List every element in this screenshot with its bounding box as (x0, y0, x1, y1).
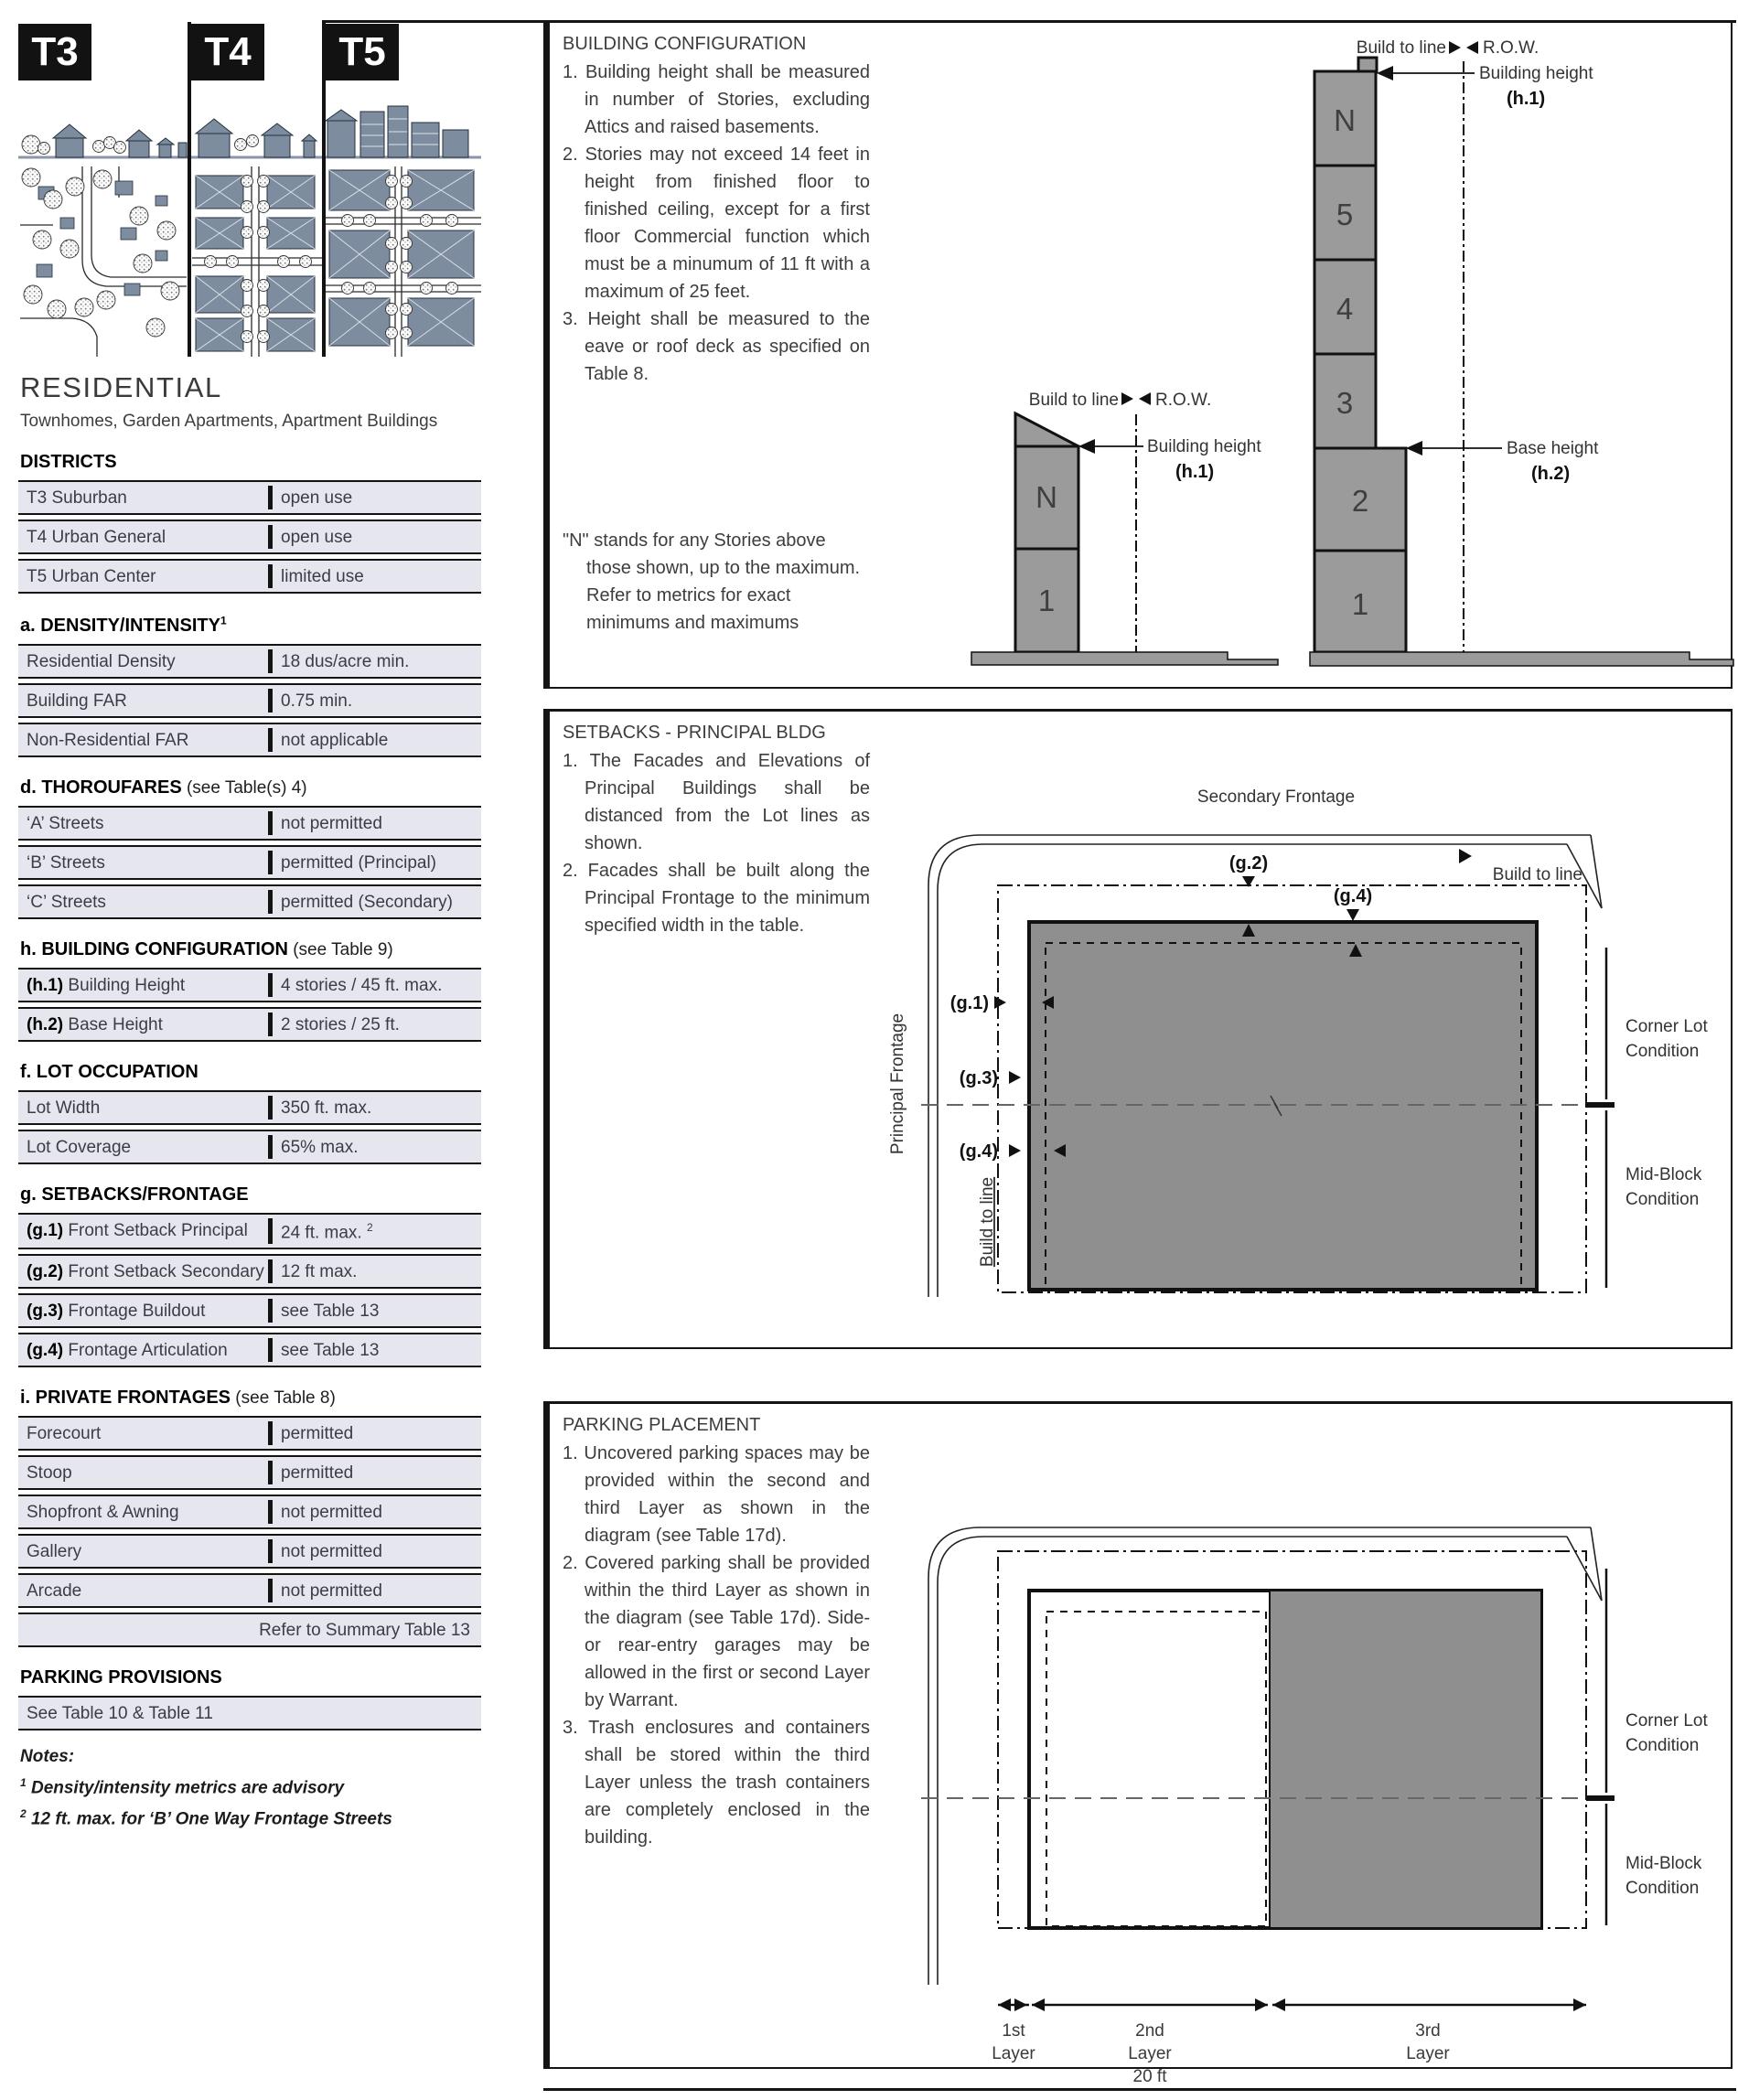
table-row (18, 845, 481, 880)
panel-text-setbacks (563, 723, 870, 939)
notes-title: Notes: (20, 1746, 75, 1766)
transect-label: T5 (338, 29, 386, 74)
layer2-label: 2nd (1135, 2021, 1164, 2041)
panel-setbacks-principal-bldg (543, 709, 1733, 1349)
panel-parking-placement (543, 1401, 1733, 2086)
layer1-label: Layer (992, 2044, 1035, 2063)
note-text: 12 ft. max. for ‘B’ One Way Frontage Streets (30, 1809, 392, 1829)
table-row (18, 1254, 481, 1289)
transect-label: T3 (31, 29, 79, 74)
g4-top-label: (g.4) (1333, 886, 1373, 906)
row-value: not permitted (281, 1541, 382, 1561)
corner-lot-label: Corner Lot (1625, 1711, 1708, 1730)
build-to-line-left-label: Build to line (978, 1176, 997, 1268)
secondary-frontage-label: Secondary Frontage (1196, 788, 1356, 807)
table-row (18, 1455, 481, 1490)
row-label: T5 Urban Center (27, 567, 156, 586)
transect-header-t4 (191, 24, 264, 80)
third-layer-parking-zone (1270, 1591, 1541, 1928)
panel-title: SETBACKS - PRINCIPAL BLDG (563, 723, 826, 743)
building-height-label: Building height (1479, 64, 1593, 83)
floor-label: N (1334, 103, 1356, 137)
table-row (18, 1130, 481, 1164)
mid-block-label: Condition (1625, 1879, 1700, 1898)
floor-label: 1 (1351, 587, 1369, 621)
height-arrowhead-icon (1078, 439, 1095, 454)
building-height-ref: (h.1) (1175, 462, 1215, 482)
build-to-line-label: Build to line (1356, 38, 1446, 58)
table-row (18, 559, 481, 594)
row-value: 0.75 min. (281, 691, 353, 711)
row-value: 24 ft. max. $^2$ (281, 1220, 373, 1242)
bottom-rule (543, 2088, 1736, 2091)
row-label: Forecourt (27, 1423, 102, 1443)
ground-strip (1310, 652, 1733, 666)
row-label: Gallery (27, 1541, 82, 1561)
build-to-line-label: Build to line (1492, 865, 1582, 884)
section-heading-parking-provisions: PARKING PROVISIONS (20, 1666, 222, 1688)
section-heading-thoroufares: d. THOROUFARES (see Table(s) 4) (20, 777, 307, 798)
row-arrow-icon (1139, 392, 1151, 405)
table-row (18, 968, 481, 1002)
parking-layers-diagram (866, 1404, 1735, 2086)
table-row (18, 520, 481, 554)
panel-list-item: 2. Stories may not exceed 14 feet in height from finished floor to finished ceiling, except for a first floor Commercial function which must be a minumum of 11 ft with a maximum of 25 feet. (563, 145, 870, 302)
tall-building (1314, 58, 1406, 652)
g1-arrow-icon (994, 996, 1006, 1009)
row-value: open use (281, 528, 353, 547)
note-superscript: 1 (20, 1775, 27, 1789)
row-label: (h.2) Base Height (27, 1014, 163, 1034)
section-heading-districts: DISTRICTS (20, 452, 117, 472)
row-value: see Table 13 (281, 1301, 380, 1321)
transect-label: T4 (204, 29, 252, 74)
row-value: limited use (281, 567, 364, 586)
table-row (18, 1293, 481, 1328)
row-value: not permitted (281, 1580, 382, 1601)
table-row (18, 1696, 481, 1730)
g3-label: (g.3) (959, 1068, 998, 1088)
height-arrowhead-icon (1377, 66, 1393, 80)
building-height-ref: (h.1) (1507, 89, 1546, 109)
setbacks-diagram (866, 712, 1735, 1348)
n-stories-note: "N" stands for any Stories above those shown, up to the maximum. Refer to metrics for exact minimums and maximums (563, 530, 861, 633)
roof-shape (1015, 413, 1078, 446)
table-row (18, 806, 481, 841)
row-value: see Table 13 (281, 1340, 380, 1360)
footer-text: Refer to Summary Table 13 (259, 1620, 470, 1640)
corner-lot-label: Corner Lot (1625, 1017, 1708, 1036)
row-label: T4 Urban General (27, 528, 166, 547)
row-label: ‘A’ Streets (27, 813, 104, 833)
row-label: Lot Width (27, 1098, 101, 1118)
build-to-line-arrow-icon (1121, 392, 1133, 405)
row-label: T3 Suburban (27, 488, 127, 508)
principal-frontage-label: Principal Frontage (888, 1012, 907, 1155)
g4-left-label: (g.4) (959, 1141, 998, 1162)
row-value: 18 dus/acre min. (281, 651, 410, 671)
transect-header-t5 (326, 24, 399, 80)
mid-block-label: Condition (1625, 1190, 1700, 1209)
small-building (1015, 446, 1078, 652)
row-label: (g.4) Frontage Articulation (27, 1340, 228, 1360)
row-label: ‘C’ Streets (27, 892, 106, 912)
g4-left-arrow-icon (1009, 1144, 1021, 1157)
table-row (18, 1416, 481, 1451)
row-value: 2 stories / 25 ft. (281, 1014, 400, 1034)
row-label: (h.1) Building Height (27, 975, 186, 995)
summary-column (18, 18, 481, 1839)
row-label: (g.3) Frontage Buildout (27, 1301, 206, 1321)
note-text: Density/intensity metrics are advisory (30, 1778, 345, 1798)
row-value: permitted (Secondary) (281, 892, 453, 912)
note-superscript: 2 (20, 1807, 27, 1821)
row-value: 350 ft. max. (281, 1098, 372, 1118)
row-label: Shopfront & Awning (27, 1502, 179, 1522)
panel-list-item: 1. Building height shall be measured in number of Stories, excluding Attics and raised basements. (563, 62, 870, 137)
table-row (18, 884, 481, 919)
build-to-line-arrow-icon (1449, 41, 1461, 54)
g3-arrow-icon (1009, 1071, 1021, 1084)
table-row (18, 480, 481, 515)
building-height-label: Building height (1147, 437, 1261, 456)
notes-block (20, 1747, 481, 1830)
transect-plan-illustration (18, 79, 481, 357)
row-label: Stoop (27, 1462, 72, 1483)
row-arrow-icon (1466, 41, 1478, 54)
section-heading-building-configuration: h. BUILDING CONFIGURATION (see Table 9) (20, 938, 393, 959)
layer3-label: 3rd (1415, 2021, 1441, 2041)
note-item (20, 1807, 481, 1829)
corner-lot-label: Condition (1625, 1042, 1700, 1061)
layer3-label: Layer (1406, 2044, 1450, 2063)
floor-label: 5 (1336, 198, 1354, 231)
table-row (18, 1090, 481, 1125)
page-title: RESIDENTIAL (20, 371, 222, 403)
transect-header-t3 (18, 24, 91, 80)
table-row (18, 644, 481, 679)
row-value: permitted (281, 1462, 354, 1483)
panel-list-item: 1. Uncovered parking spaces may be provided within the second and third Layer as shown in the diagram (see Table 17d). (563, 1443, 870, 1546)
row-label: See Table 10 & Table 11 (27, 1703, 213, 1723)
table-row (18, 723, 481, 757)
table-row (18, 1007, 481, 1042)
row-value: not permitted (281, 1502, 382, 1522)
ground-strip (971, 652, 1278, 665)
panel-text-building (563, 34, 870, 637)
row-label: ‘B’ Streets (27, 852, 105, 873)
row-value: open use (281, 488, 353, 508)
panel-text-parking (563, 1415, 870, 1851)
row-value: permitted (Principal) (281, 852, 436, 873)
section-heading-lot-occupation: f. LOT OCCUPATION (20, 1061, 198, 1082)
row-label: Residential Density (27, 651, 176, 671)
row-label: R.O.W. (1155, 391, 1212, 410)
layer1-label: 1st (1002, 2021, 1025, 2041)
panel-building-configuration (543, 20, 1733, 689)
table-row (18, 1333, 481, 1367)
row-value: 12 ft max. (281, 1261, 358, 1281)
row-label: Arcade (27, 1580, 82, 1601)
section-heading-setbacks-frontage: g. SETBACKS/FRONTAGE (20, 1184, 249, 1205)
row-value: permitted (281, 1423, 354, 1443)
build-to-line-label: Build to line (1028, 391, 1119, 410)
floor-label: 2 (1351, 484, 1369, 518)
panel-list-item: 2. Facades shall be built along the Principal Frontage to the minimum specified width in the table. (563, 861, 870, 936)
panel-list-item: 3. Height shall be measured to the eave or roof deck as specified on Table 8. (563, 309, 870, 384)
page-subtitle: Townhomes, Garden Apartments, Apartment Buildings (20, 412, 438, 431)
row-value: 4 stories / 45 ft. max. (281, 975, 443, 995)
table-row (18, 1573, 481, 1608)
section-heading-private-frontages: i. PRIVATE FRONTAGES (see Table 8) (20, 1387, 336, 1408)
g2-label: (g.2) (1228, 853, 1269, 873)
section-heading-density: a. DENSITY/INTENSITY$^1$ (20, 614, 227, 636)
panel-list-item: 2. Covered parking shall be provided within the third Layer as shown in the diagram (see Table 17d). Side- or rear-entry garages may be allowed in the first or second Layer by Warrant. (563, 1553, 870, 1710)
table-footer-row (18, 1612, 481, 1647)
layer2-dimension: 20 ft (1132, 2067, 1167, 2086)
building-height-diagram (866, 23, 1737, 687)
floor-label: 3 (1336, 386, 1354, 420)
panel-list-item: 1. The Facades and Elevations of Principal Buildings shall be distanced from the Lot lines as shown. (563, 751, 870, 853)
mid-block-label: Mid-Block (1625, 1165, 1702, 1184)
row-label: Lot Coverage (27, 1137, 132, 1157)
transect-illustration (18, 18, 481, 359)
row-value: 65% max. (281, 1137, 359, 1157)
floor-label: 4 (1336, 292, 1354, 326)
floor-label: 1 (1037, 584, 1056, 617)
base-height-ref: (h.2) (1531, 464, 1571, 484)
table-row (18, 683, 481, 718)
base-arrowhead-icon (1406, 441, 1422, 455)
row-label: (g.2) Front Setback Secondary (27, 1261, 264, 1281)
panel-title: BUILDING CONFIGURATION (563, 34, 807, 54)
mid-block-label: Mid-Block (1625, 1854, 1702, 1873)
street-direction-arrow-icon (1459, 849, 1472, 863)
corner-lot-label: Condition (1625, 1736, 1700, 1755)
floor-label: N (1035, 480, 1057, 514)
standards-tables (18, 452, 481, 1730)
panel-list-item: 3. Trash enclosures and containers shall be stored within the third Layer unless the trash containers are completely enclosed in the building. (563, 1718, 871, 1848)
note-item (20, 1776, 481, 1798)
row-label: R.O.W. (1483, 38, 1540, 58)
row-label: Non-Residential FAR (27, 730, 189, 750)
row-value: not permitted (281, 813, 382, 833)
layer2-label: Layer (1128, 2044, 1172, 2063)
g1-label: (g.1) (949, 993, 989, 1013)
row-label: Building FAR (27, 691, 127, 711)
g4-arrow-icon (1346, 909, 1359, 921)
row-label: (g.1) Front Setback Principal (27, 1220, 248, 1240)
panel-title: PARKING PLACEMENT (563, 1415, 761, 1435)
table-row (18, 1213, 481, 1249)
row-value: not applicable (281, 730, 389, 750)
table-row (18, 1495, 481, 1529)
table-row (18, 1534, 481, 1569)
base-height-label: Base height (1507, 439, 1599, 458)
